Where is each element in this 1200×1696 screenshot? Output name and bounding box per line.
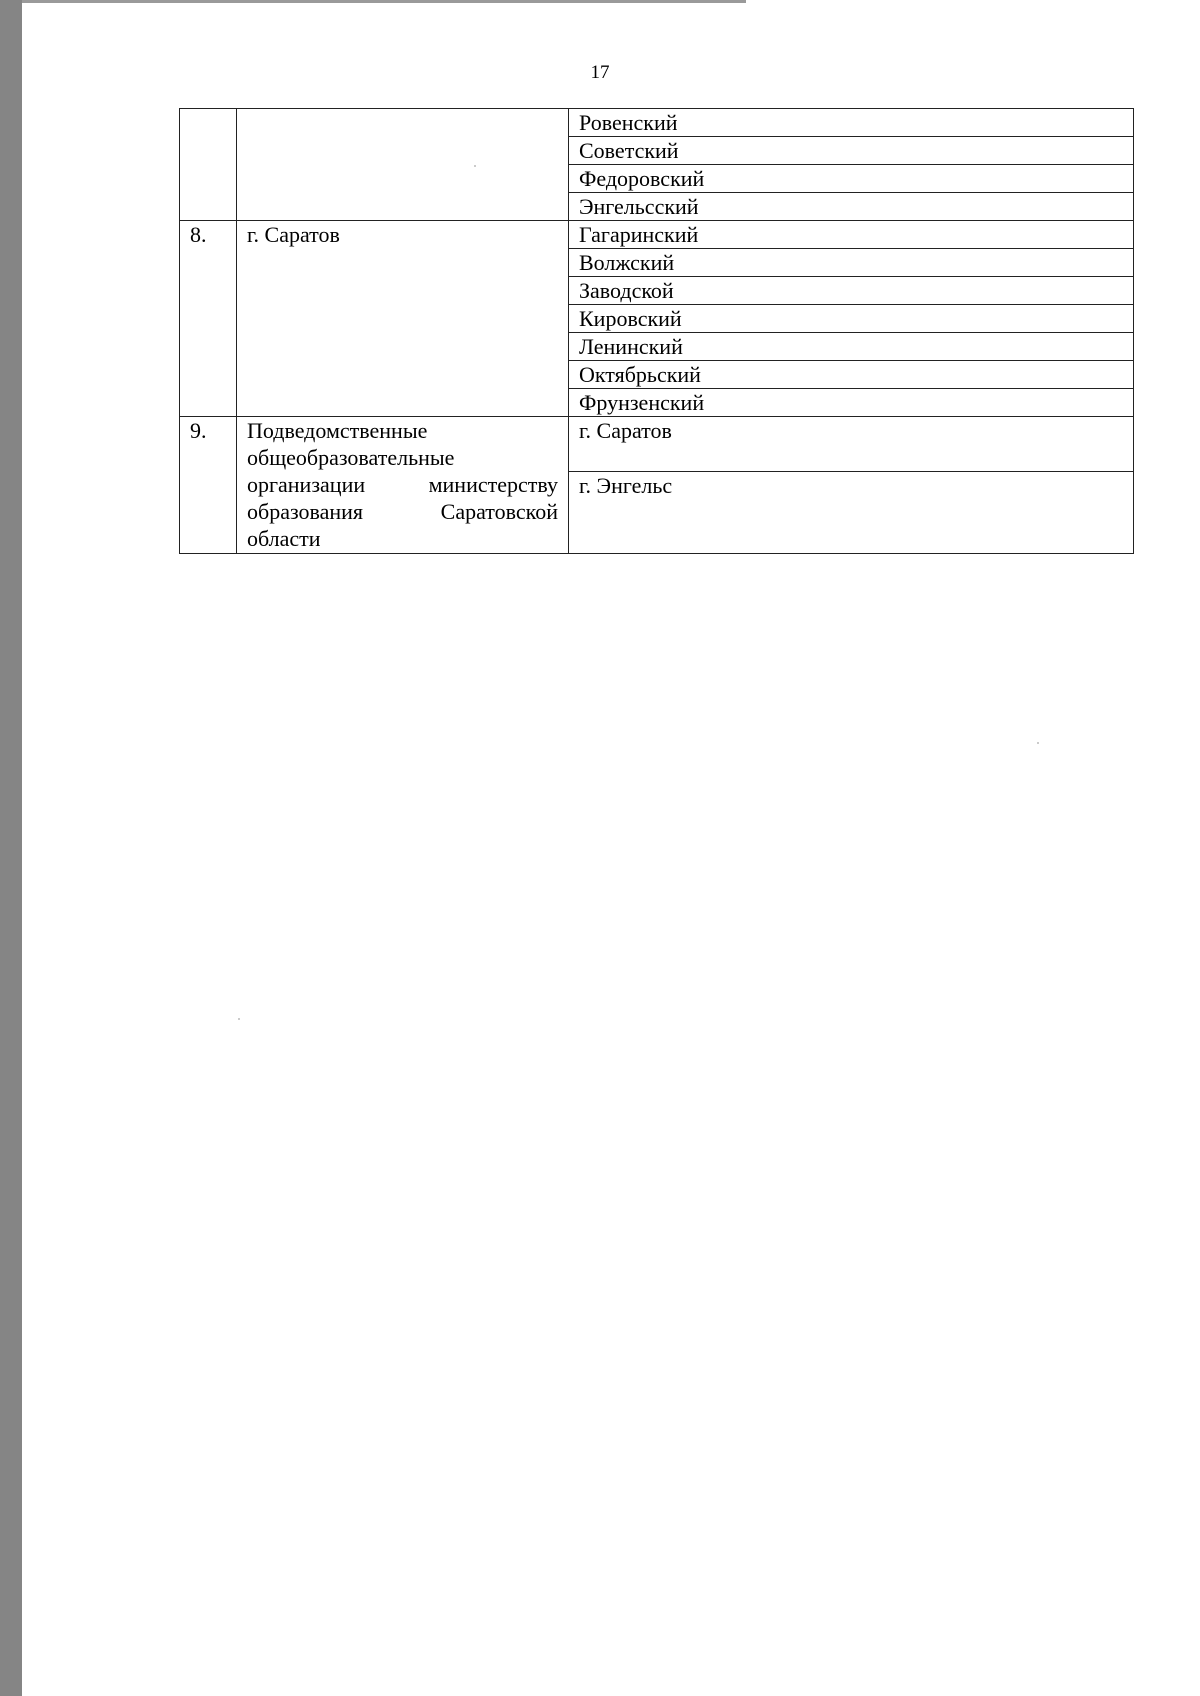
viewer-left-strip bbox=[0, 0, 22, 1696]
organization-cell bbox=[237, 109, 569, 221]
organization-word: Саратовской bbox=[440, 499, 558, 524]
page-number: 17 bbox=[590, 62, 610, 83]
scan-speck bbox=[474, 165, 476, 167]
district-cell: Федоровский bbox=[569, 165, 1134, 193]
row-number-cell: 9. bbox=[180, 417, 237, 554]
row-number-cell bbox=[180, 109, 237, 221]
table-row bbox=[180, 221, 1134, 249]
district-cell: Ровенский bbox=[569, 109, 1134, 137]
organization-cell: г. Саратов bbox=[237, 221, 569, 417]
district-cell: Октябрьский bbox=[569, 361, 1134, 389]
district-cell: Волжский bbox=[569, 249, 1134, 277]
organization-word: министерству bbox=[428, 472, 558, 497]
district-cell: Фрунзенский bbox=[569, 389, 1134, 417]
organization-line bbox=[247, 498, 558, 525]
row-number-cell: 8. bbox=[180, 221, 237, 417]
district-cell: г. Энгельс bbox=[569, 472, 1134, 554]
organization-line bbox=[247, 471, 558, 498]
organization-word: образования bbox=[247, 499, 364, 524]
organization-line: Подведомственные bbox=[247, 418, 428, 443]
organization-cell bbox=[237, 417, 569, 554]
organization-word: организации bbox=[247, 472, 366, 497]
district-cell: Кировский bbox=[569, 305, 1134, 333]
district-cell: Гагаринский bbox=[569, 221, 1134, 249]
table-row bbox=[180, 109, 1134, 137]
districts-table bbox=[179, 108, 1134, 554]
organization-line: области bbox=[247, 526, 321, 551]
district-cell: г. Саратов bbox=[569, 417, 1134, 472]
district-cell: Энгельсский bbox=[569, 193, 1134, 221]
district-cell: Заводской bbox=[569, 277, 1134, 305]
district-cell: Советский bbox=[569, 137, 1134, 165]
scan-speck bbox=[1037, 742, 1039, 744]
table-row bbox=[180, 417, 1134, 472]
organization-line: общеобразовательные bbox=[247, 445, 455, 470]
scan-speck bbox=[238, 1018, 240, 1020]
district-cell: Ленинский bbox=[569, 333, 1134, 361]
page-top-shadow bbox=[22, 0, 746, 3]
